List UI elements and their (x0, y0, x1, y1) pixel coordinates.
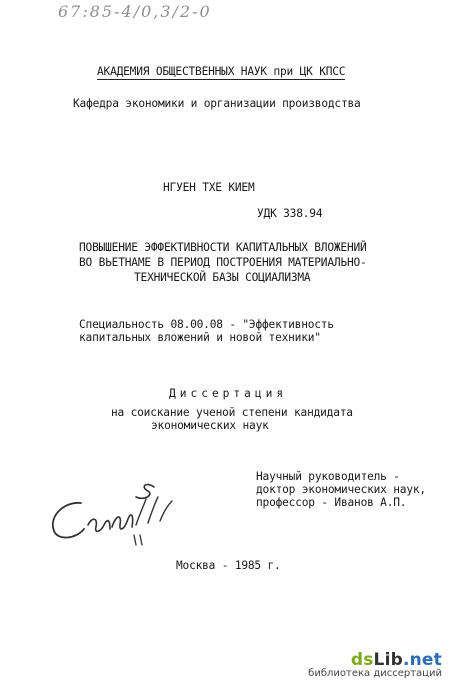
supervisor-line-2: доктор экономических наук, (256, 483, 426, 496)
supervisor-line-1: Научный руководитель - (256, 470, 400, 483)
author-name: НГУЕН ТХЕ КИЕМ (163, 181, 255, 194)
specialty-line-2: капитальных вложений и новой техники" (79, 331, 321, 344)
site-logo-net: .net (402, 650, 442, 670)
handwritten-annotation-text: 67:85-4/0,3/2-0 (58, 2, 212, 21)
title-line-3: ТЕХНИЧЕСКОЙ БАЗЫ СОЦИАЛИЗМА (134, 271, 311, 284)
specialty-line-1: Специальность 08.00.08 - "Эффективность (79, 318, 334, 331)
site-logo-ds: ds (350, 650, 374, 670)
site-logo (308, 650, 442, 670)
site-logo-lib: Lib (373, 650, 403, 670)
site-watermark (308, 650, 442, 679)
degree-line-1: на соискание ученой степени кандидата (111, 406, 353, 419)
degree-line-2: экономических наук (151, 419, 269, 432)
academy-heading: АКАДЕМИЯ ОБЩЕСТВЕННЫХ НАУК при ЦК КПСС (97, 65, 346, 78)
udc-code: УДК 338.94 (257, 207, 323, 220)
department-line: Кафедра экономики и организации производства (73, 97, 361, 110)
title-line-1: ПОВЫШЕНИЕ ЭФФЕКТИВНОСТИ КАПИТАЛЬНЫХ ВЛОЖЕНИЙ (79, 241, 367, 254)
supervisor-line-3: профессор - Иванов А.П. (256, 496, 407, 509)
dissertation-heading: Диссертация (169, 387, 288, 400)
handwritten-annotation (58, 2, 212, 21)
site-subtitle: библиотека диссертаций (308, 668, 442, 679)
title-line-2: ВО ВЬЕТНАМЕ В ПЕРИОД ПОСТРОЕНИЯ МАТЕРИАЛЬНО- (79, 256, 367, 269)
handwritten-signature (36, 475, 186, 555)
city-year: Москва - 1985 г. (176, 559, 281, 572)
